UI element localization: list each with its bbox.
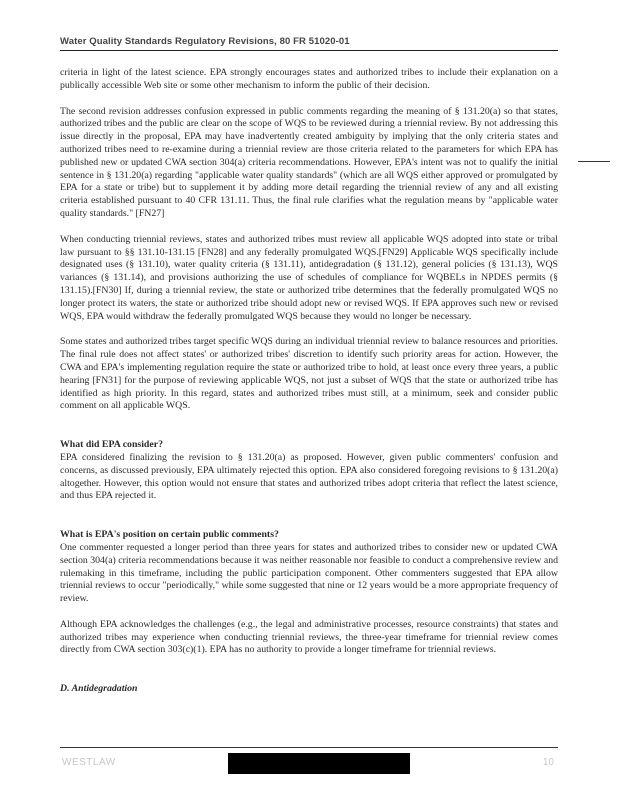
document-body — [60, 67, 558, 696]
section-heading: What did EPA consider? — [60, 439, 163, 451]
paragraph: When conducting triennial reviews, states and authorized tribes must review all applicable WQS adopted into state or tribal law pursuant to §§ 131.10-131.15 [FN28] and any federally promulgated WQS.[FN29] Applicable WQS specifically include designated uses (§ 131.10), water quality criteria (§ 131.11), antidegradation (§ 131.12), general policies (§ 131.13), WQS variances (§ 131.14), and provisions authorizing the use of schedules of compliance for WQBELs in NPDES permits (§ 131.15).[FN30] If, during a triennial review, the state or authorized tribe determines that the federally promulgated WQS no longer protect its waters, the state or authorized tribe should adopt new or revised WQS. If EPA approves such new or revised WQS, EPA would withdraw the federally promulgated WQS because they would no longer be necessary. — [60, 233, 558, 322]
section-heading: D. Antidegradation — [60, 683, 138, 695]
paragraph: criteria in light of the latest science. EPA strongly encourages states and authorized tribes to include their explanation on a publically accessible Web site or some other mechanism to inform the public of their decision. — [60, 67, 558, 91]
page-footer — [60, 753, 558, 775]
spacer — [60, 516, 558, 529]
footer-brand: WESTLAW — [62, 757, 116, 768]
header-rule — [60, 50, 558, 51]
footer-rule — [60, 747, 558, 748]
spacer — [60, 426, 558, 439]
margin-mark — [578, 161, 610, 162]
page-number: 10 — [542, 757, 554, 768]
paragraph: EPA considered finalizing the revision to § 131.20(a) as proposed. However, given public commenters' confusion and concerns, as discussed previously, EPA ultimately rejected this option. EPA also considered foregoing revisions to § 131.20(a) altogether. However, this option would not ensure that states and authorized tribes adopt criteria that reflect the latest science, and thus EPA rejected it. — [60, 451, 558, 502]
redaction-block — [228, 753, 410, 774]
page-header-title: Water Quality Standards Regulatory Revisions, 80 FR 51020-01 — [60, 36, 350, 47]
paragraph: One commenter requested a longer period than three years for states and authorized tribes to consider new or updated CWA section 304(a) criteria recommendations because it was neither reasonable nor feasible to conduct a comprehensive review and rulemaking in this timeframe, including the public participation component. Other commenters suggested that EPA allow triennial reviews to occur "periodically," while some suggested that nine or 12 years would be a more appropriate frequency of review. — [60, 541, 558, 605]
spacer — [60, 670, 558, 683]
paragraph: The second revision addresses confusion expressed in public comments regarding the meaning of § 131.20(a) so that states, authorized tribes and the public are clear on the scope of WQS to be reviewed during a triennial review. By not addressing this issue directly in the proposal, EPA may have inadvertently created ambiguity by implying that the only criteria states and authorized tribes need to re-examine during a triennial review are those criteria related to the parameters for which EPA has published new or updated CWA section 304(a) criteria recommendations. However, EPA's intent was not to qualify the initial sentence in § 131.20(a) regarding "applicable water quality standards" (which are all WQS either approved or promulgated by EPA for a state or tribe) but to supplement it by adding more detail regarding the triennial review of any and all existing criteria established pursuant to 40 CFR 131.11. Thus, the final rule clarifies what the regulation means by "applicable water quality standards." [FN27] — [60, 105, 558, 219]
paragraph: Some states and authorized tribes target specific WQS during an individual triennial review to balance resources and priorities. The final rule does not affect states' or authorized tribes' discretion to identify such priority areas for action. However, the CWA and EPA's implementing regulation require the state or authorized tribe to hold, at least once every three years, a public hearing [FN31] for the purpose of reviewing applicable WQS, not just a subset of WQS that the state or authorized tribe has identified as high priority. In this regard, states and authorized tribes must still, at a minimum, seek and consider public comment on all applicable WQS. — [60, 336, 558, 412]
paragraph: Although EPA acknowledges the challenges (e.g., the legal and administrative processes, resource constraints) that states and authorized tribes may experience when conducting triennial reviews, the three-year timeframe for triennial review comes directly from CWA section 303(c)(1). EPA has no authority to provide a longer timeframe for triennial reviews. — [60, 618, 558, 656]
section-heading: What is EPA's position on certain public comments? — [60, 529, 279, 541]
